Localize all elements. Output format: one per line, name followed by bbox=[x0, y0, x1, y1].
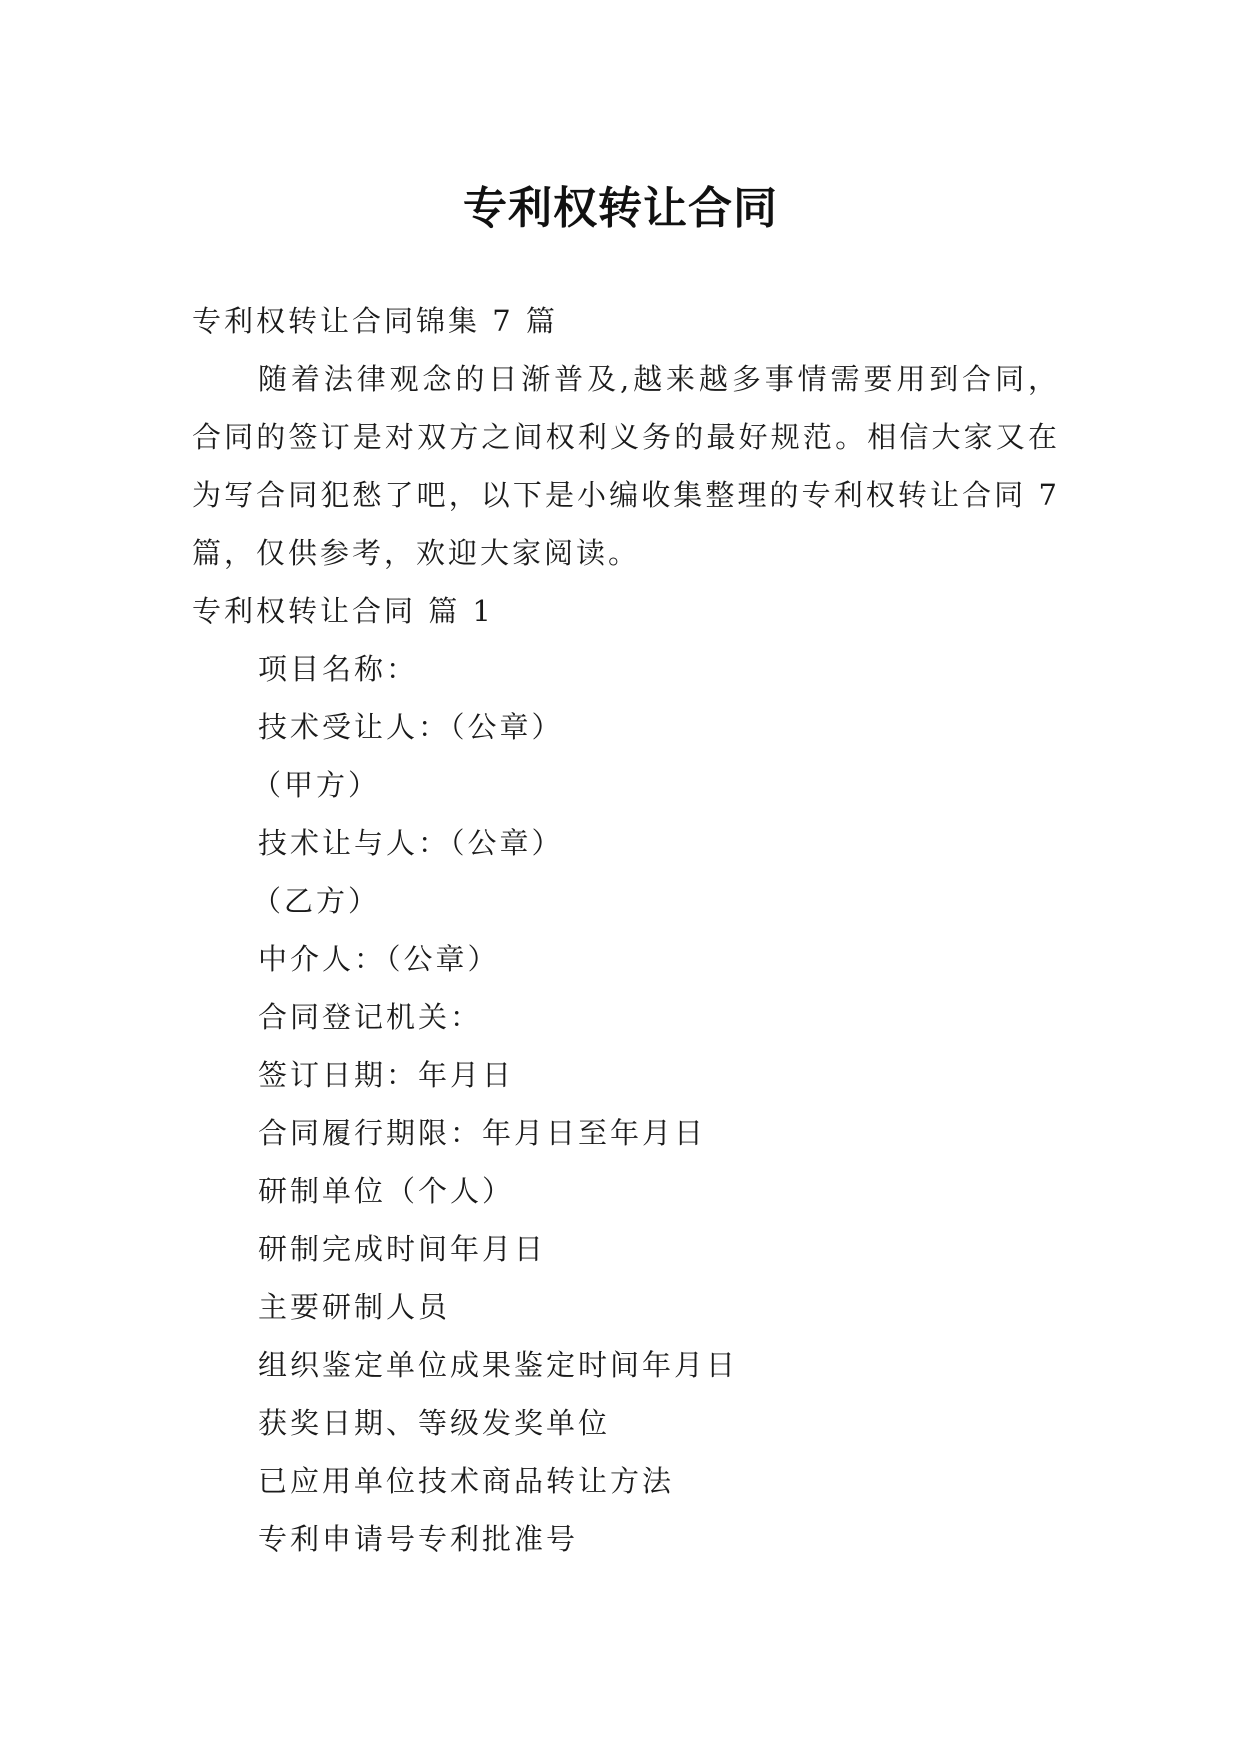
intro-paragraph: 随着法律观念的日渐普及,越来越多事情需要用到合同，合同的签订是对双方之间权利义务的最好规范。相信大家又在为写合同犯愁了吧，以下是小编收集整理的专利权转让合同 7 篇，仅供参考，欢迎大家阅读。 bbox=[192, 362, 1060, 570]
field-development-unit: 研制单位（个人） bbox=[258, 1174, 515, 1208]
field-main-developers: 主要研制人员 bbox=[258, 1290, 451, 1324]
field-performance-period: 合同履行期限：年月日至年月日 bbox=[258, 1116, 707, 1150]
field-appraisal-unit: 组织鉴定单位成果鉴定时间年月日 bbox=[258, 1348, 739, 1382]
collection-heading: 专利权转让合同锦集 7 篇 bbox=[192, 304, 558, 338]
field-registration-authority: 合同登记机关： bbox=[258, 1000, 483, 1034]
document-title: 专利权转让合同 bbox=[463, 183, 778, 235]
field-technology-transferor: 技术让与人：（公章） bbox=[258, 826, 564, 860]
field-patent-numbers: 专利申请号专利批准号 bbox=[258, 1522, 579, 1556]
field-party-b: （乙方） bbox=[252, 884, 381, 918]
field-award-info: 获奖日期、等级发奖单位 bbox=[258, 1406, 611, 1440]
field-party-a: （甲方） bbox=[252, 768, 381, 802]
field-completion-time: 研制完成时间年月日 bbox=[258, 1232, 547, 1266]
section-heading: 专利权转让合同 篇 1 bbox=[192, 594, 494, 628]
document-body bbox=[192, 292, 1060, 1568]
field-intermediary: 中介人：（公章） bbox=[258, 942, 500, 976]
field-technology-transferee: 技术受让人：（公章） bbox=[258, 710, 564, 744]
field-applied-units: 已应用单位技术商品转让方法 bbox=[258, 1464, 675, 1498]
field-signing-date: 签订日期：年月日 bbox=[258, 1058, 515, 1092]
field-project-name: 项目名称： bbox=[258, 652, 419, 686]
